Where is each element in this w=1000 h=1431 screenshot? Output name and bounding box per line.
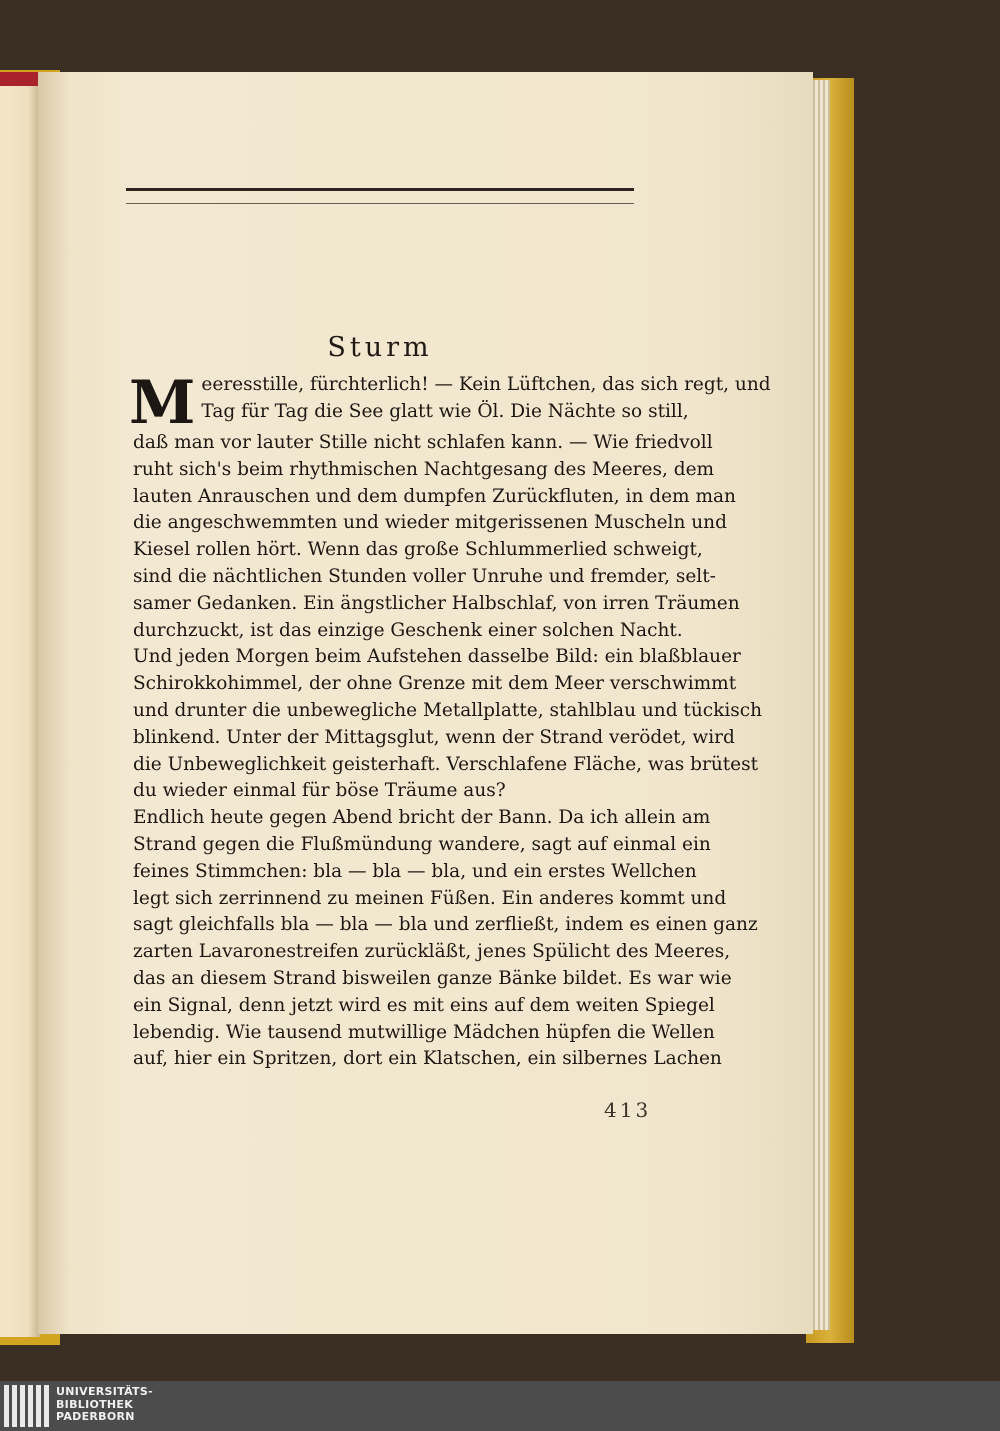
text-line: die Unbeweglichkeit geisterhaft. Verschlafene Fläche, was brütest <box>133 753 759 775</box>
paragraph-2 <box>133 644 763 805</box>
opening-block <box>129 368 771 438</box>
text-line: eeresstille, fürchterlich! — Kein Lüftchen, das sich regt, und <box>201 374 771 395</box>
text-line: daß man vor lauter Stille nicht schlafen kann. — Wie friedvoll <box>133 432 713 453</box>
text-line: durchzuckt, ist das einzige Geschenk einer solchen Nacht. <box>133 619 683 641</box>
text-line: Schirokkohimmel, der ohne Grenze mit dem Meer verschwimmt <box>133 673 737 695</box>
text-line: lebendig. Wie tausend mutwillige Mädchen hüpfen die Wellen <box>133 1021 715 1043</box>
text-line: Und jeden Morgen beim Aufstehen dasselbe Bild: ein blaßblauer <box>133 646 741 668</box>
text-line: Tag für Tag die See glatt wie Öl. Die Nächte so still, <box>201 400 689 422</box>
text-line: Kiesel rollen hört. Wenn das große Schlummerlied schweigt, <box>133 539 703 561</box>
left-page-edge <box>0 72 40 1337</box>
bookmark-ribbon <box>0 72 40 86</box>
text-line: zarten Lavaronestreifen zurückläßt, jenes Spülicht des Meeres, <box>133 941 731 963</box>
text-line: Strand gegen die Flußmündung wandere, sagt auf einmal ein <box>133 833 711 855</box>
logo-line: UNIVERSITÄTS- <box>56 1385 153 1398</box>
text-line: samer Gedanken. Ein ängstlicher Halbschlaf, von irren Träumen <box>133 592 740 614</box>
text-line: die angeschwemmten und wieder mitgerissenen Muscheln und <box>133 512 727 534</box>
text-line: auf, hier ein Spritzen, dort ein Klatschen, ein silbernes Lachen <box>133 1048 722 1070</box>
text-line: ein Signal, denn jetzt wird es mit eins auf dem weiten Spiegel <box>133 994 715 1016</box>
drop-cap: M <box>129 368 196 438</box>
text-line: blinkend. Unter der Mittagsglut, wenn der Strand verödet, wird <box>133 726 735 748</box>
logo-line: PADERBORN <box>56 1410 135 1423</box>
page-number: 413 <box>604 1098 652 1122</box>
body-text <box>129 368 771 1073</box>
text-line: und drunter die unbewegliche Metallplatte, stahlblau und tückisch <box>133 699 763 721</box>
text-line: ruht sich's beim rhythmischen Nachtgesang des Meeres, dem <box>133 458 715 480</box>
library-logo-text <box>56 1386 153 1424</box>
text-line: legt sich zerrinnend zu meinen Füßen. Ein anderes kommt und <box>133 887 727 909</box>
paragraph-1 <box>133 430 740 644</box>
paragraph-3 <box>133 805 758 1073</box>
logo-line: BIBLIOTHEK <box>56 1397 134 1411</box>
text-line: feines Stimmchen: bla — bla — bla, und ein erstes Wellchen <box>133 860 697 882</box>
text-line: Endlich heute gegen Abend bricht der Bann. Da ich allein am <box>133 807 711 829</box>
text-line: du wieder einmal für böse Träume aus? <box>133 780 506 802</box>
header-rule-thin <box>126 203 634 204</box>
chapter-title: Sturm <box>327 332 433 363</box>
library-footer <box>0 1381 1000 1431</box>
header-rule <box>126 188 634 191</box>
library-logo-icon <box>4 1385 50 1427</box>
text-line: sind die nächtlichen Stunden voller Unruhe und fremder, selt- <box>133 565 716 587</box>
text-line: das an diesem Strand bisweilen ganze Bänke bildet. Es war wie <box>133 967 732 989</box>
text-line: lauten Anrauschen und dem dumpfen Zurückfluten, in dem man <box>133 485 736 507</box>
text-line: sagt gleichfalls bla — bla — bla und zerfließt, indem es einen ganz <box>133 914 758 936</box>
